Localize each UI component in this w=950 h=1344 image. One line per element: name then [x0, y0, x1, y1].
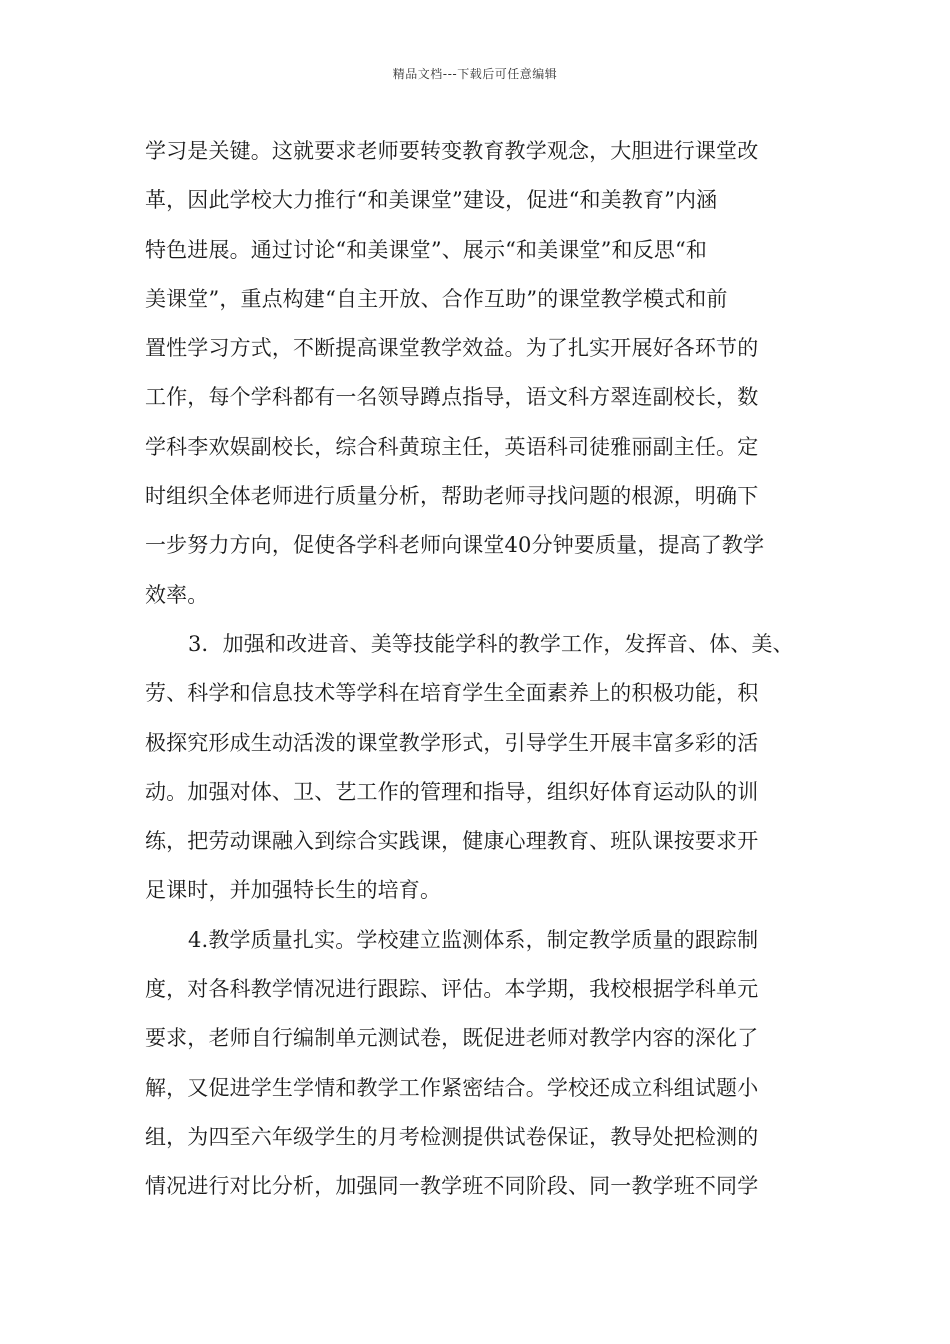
text-line: 要求，老师自行编制单元测试卷，既促进老师对教学内容的深化了: [145, 1026, 759, 1051]
text-line: 劳、科学和信息技术等学科在培育学生全面素养上的积极功能，积: [145, 681, 759, 706]
text-line: 一步努力方向，促使各学科老师向课堂40分钟要质量，提高了教学: [145, 533, 765, 558]
text-line: 练，把劳动课融入到综合实践课，健康心理教育、班队课按要求开: [145, 829, 759, 854]
text-line: 置性学习方式，不断提高课堂教学效益。为了扎实开展好各环节的: [145, 336, 759, 361]
text-line: 特色进展。通过讨论“和美课堂”、展示“和美课堂”和反思“和: [145, 237, 708, 262]
text-line: 动。加强对体、卫、艺工作的管理和指导，组织好体育运动队的训: [145, 779, 759, 804]
text-line: 足课时，并加强特长生的培育。: [145, 878, 442, 903]
text-line: 解，又促进学生学情和教学工作紧密结合。学校还成立科组试题小: [145, 1075, 759, 1100]
text-line: 美课堂”，重点构建“自主开放、合作互助”的课堂教学模式和前: [145, 286, 728, 311]
text-line: 学习是关键。这就要求老师要转变教育教学观念，大胆进行课堂改: [145, 139, 759, 163]
text-line: 情况进行对比分析，加强同一教学班不同阶段、同一教学班不同学: [145, 1174, 759, 1199]
text-line: 度，对各科教学情况进行跟踪、评估。本学期，我校根据学科单元: [145, 977, 759, 1002]
text-line: 效率。: [145, 582, 209, 607]
page-header: 精品文档---下载后可任意编辑: [392, 67, 558, 81]
text-line: 组，为四至六年级学生的月考检测提供试卷保证，教导处把检测的: [145, 1124, 759, 1149]
text-line: 学科李欢娱副校长，综合科黄琼主任，英语科司徒雅丽副主任。定: [145, 434, 759, 459]
text-line: 极探究形成生动活泼的课堂教学形式，引导学生开展丰富多彩的活: [145, 730, 759, 755]
paragraph-4-start: 4.教学质量扎实。学校建立监测体系，制定教学质量的跟踪制: [188, 927, 759, 952]
text-line: 工作，每个学科都有一名领导蹲点指导，语文科方翠连副校长，数: [145, 385, 759, 410]
text-line: 时组织全体老师进行质量分析，帮助老师寻找问题的根源，明确下: [145, 484, 759, 509]
text-line: 革，因此学校大力推行“和美课堂”建设，促进“和美教育”内涵: [145, 188, 718, 213]
paragraph-3-start: 3．加强和改进音、美等技能学科的教学工作，发挥音、体、美、: [188, 631, 794, 656]
body-text: [145, 127, 805, 1212]
